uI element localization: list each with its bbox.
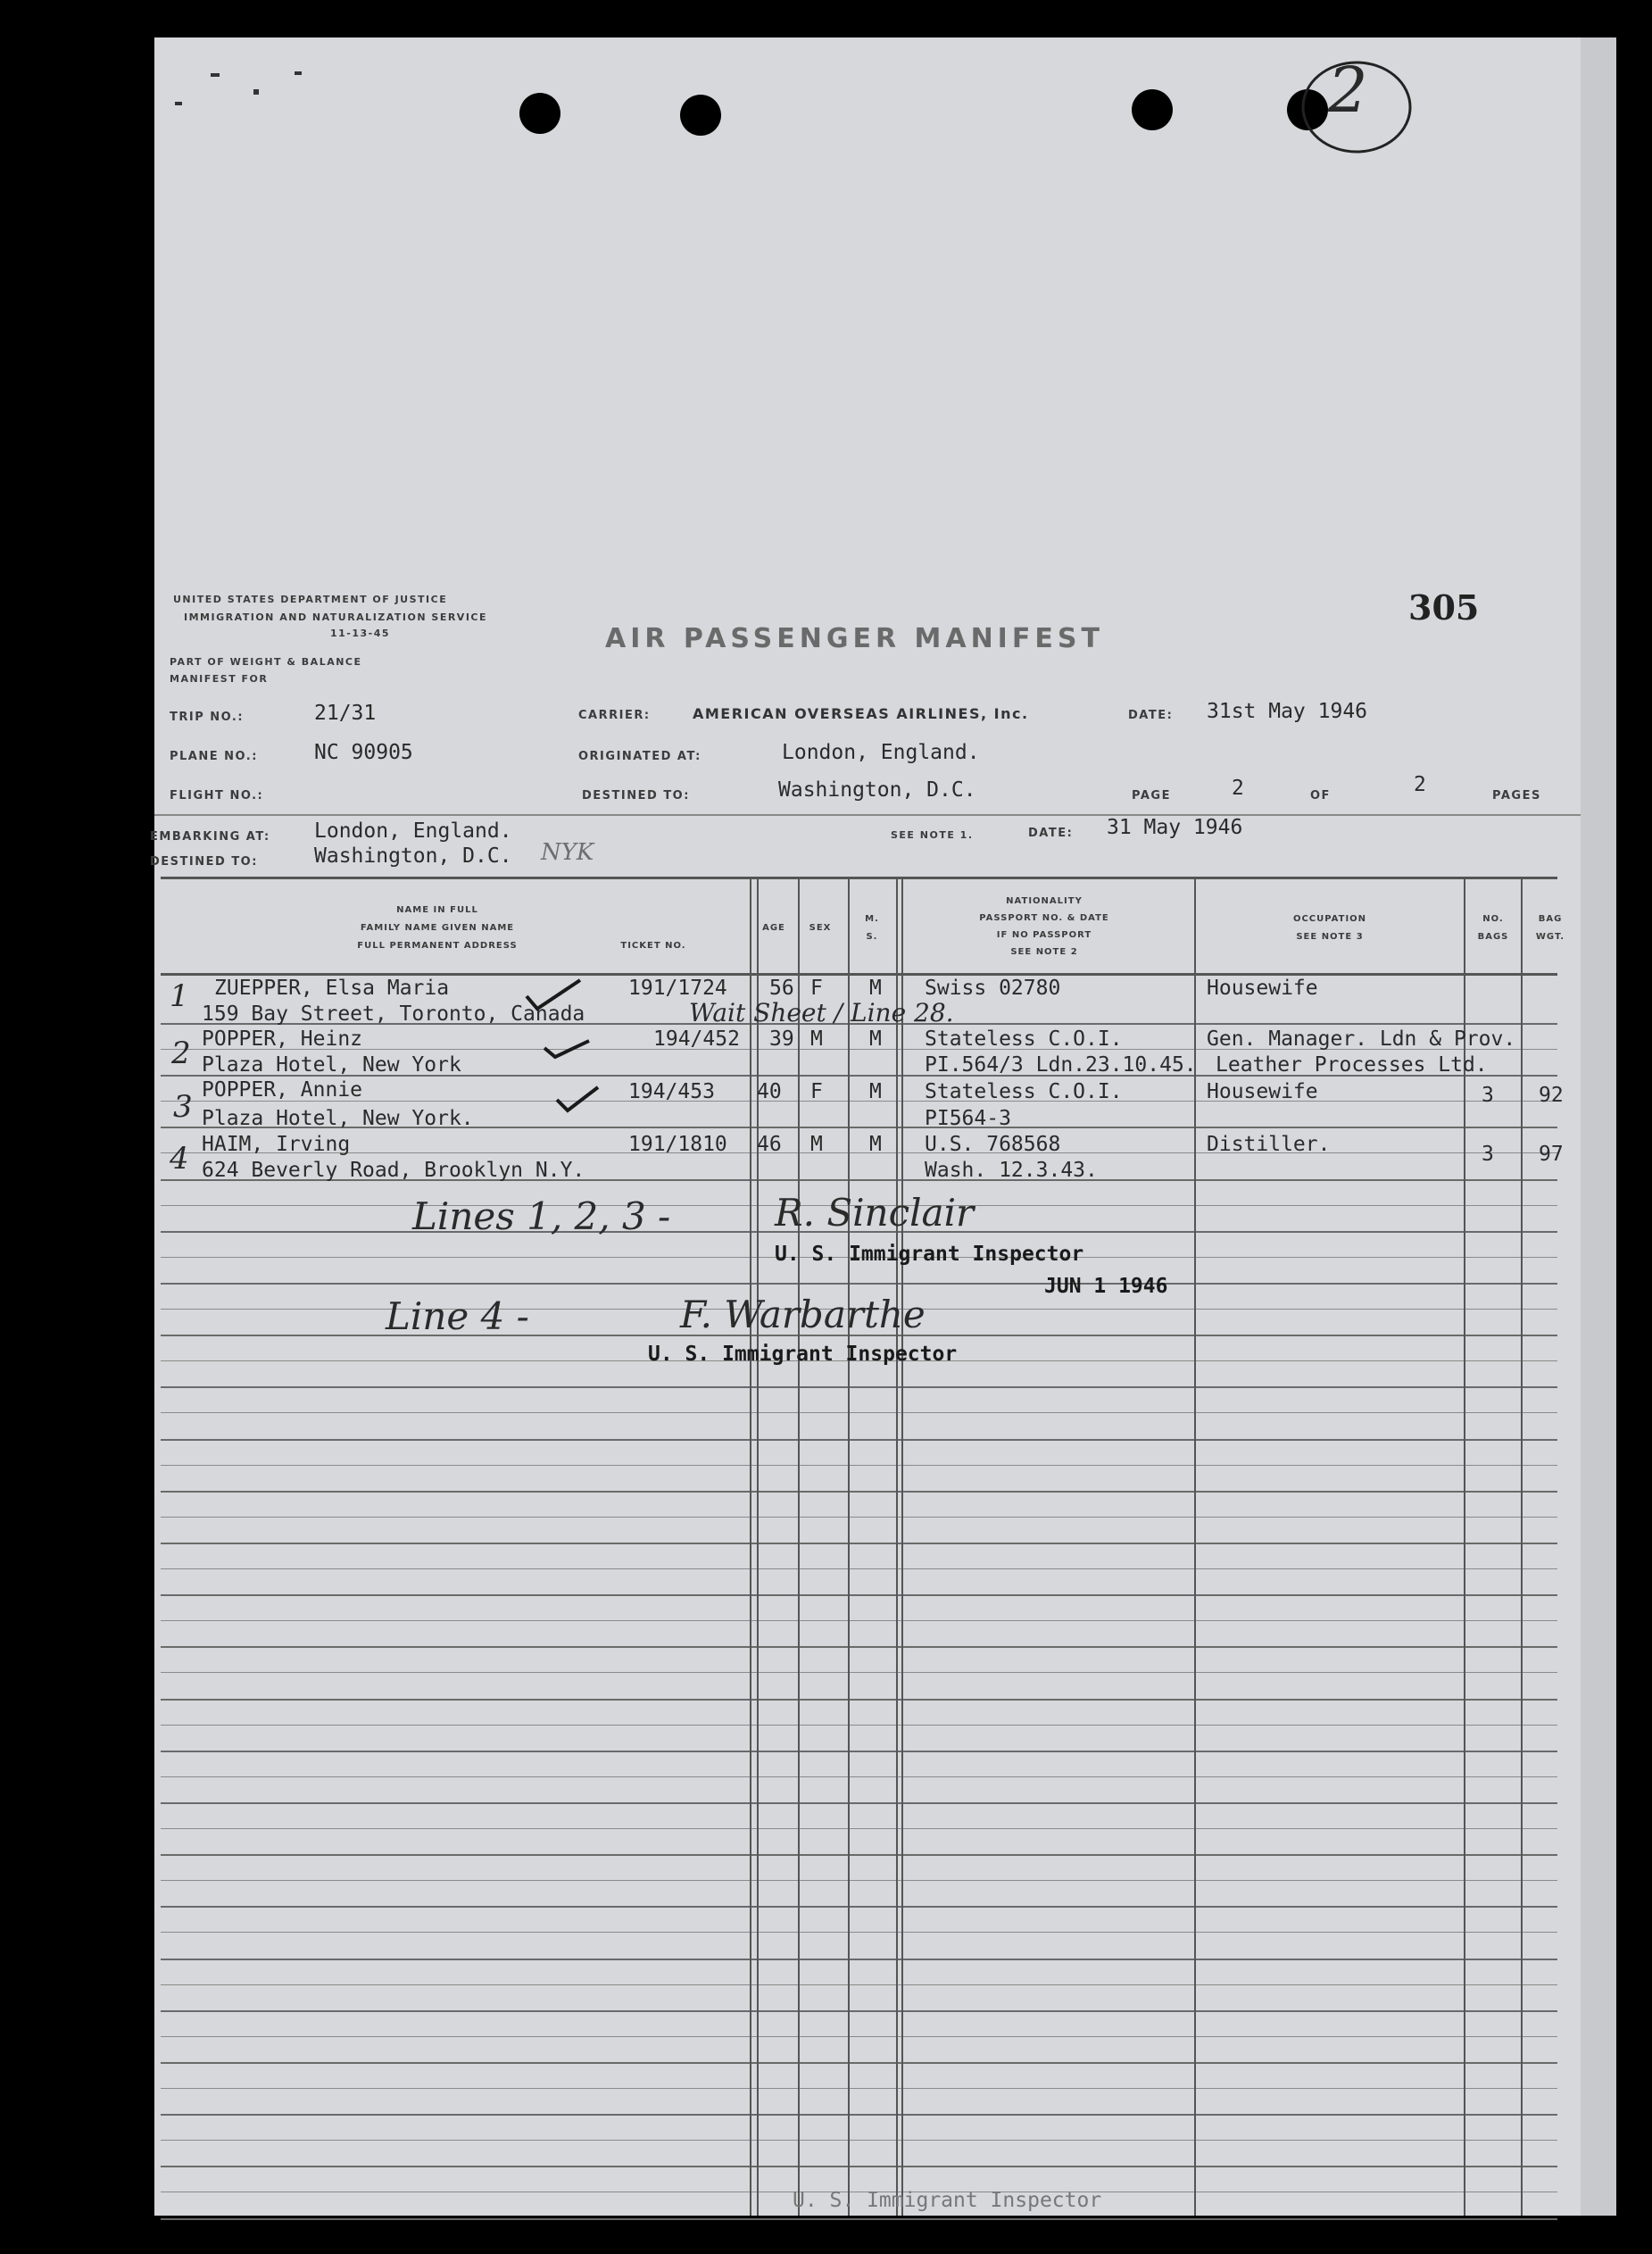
see-note-date-value: 31 May 1946 [1107,816,1243,839]
originated-label: ORIGINATED AT: [578,750,701,763]
passport-details: PI564-3 [925,1107,1011,1130]
col-ticket-header: TICKET NO. [620,941,686,951]
row-rule [161,2010,1557,2012]
date-value: 31st May 1946 [1207,700,1368,723]
passport-details: Wash. 12.3.43. [925,1159,1098,1182]
col-bags-header-1: NO. [1482,914,1504,924]
speck [253,89,259,95]
column-rule [896,877,898,2216]
occupation: Gen. Manager. Ldn & Prov. [1207,1027,1516,1051]
marital-status: M [869,977,882,1000]
sex: F [810,1080,823,1103]
plane-value: NC 90905 [314,741,413,764]
embarking-value: London, England. [314,819,512,843]
part-of-line-1: PART OF WEIGHT & BALANCE [170,656,362,668]
destined-to-label: DESTINED TO: [150,855,258,869]
destined-to-value: Washington, D.C. [314,844,512,868]
inspector-stamp-2: U. S. Immigrant Inspector [648,1343,958,1366]
row-rule [161,1283,1557,1285]
nationality: Stateless C.O.I. [925,1027,1123,1051]
plane-label: PLANE NO.: [170,750,258,763]
speck [175,102,182,105]
row-rule [161,1959,1557,1960]
col-name-header-1: NAME IN FULL [396,905,478,915]
row-rule [161,1932,1557,1933]
row-rule [161,1854,1557,1856]
check-marks [518,964,660,1196]
nationality: Stateless C.O.I. [925,1080,1123,1103]
col-occ-header-1: OCCUPATION [1292,914,1367,924]
destined-value: Washington, D.C. [778,778,976,802]
inspection-date-stamp: JUN 1 1946 [1044,1275,1168,1298]
row-rule [161,1984,1557,1985]
row-rule [161,2036,1557,2037]
marital-status: M [869,1027,882,1051]
row-rule [161,1672,1557,1673]
col-bags-header-2: BAGS [1477,932,1509,942]
column-rule [757,877,759,2216]
inspector-stamp-1: U. S. Immigrant Inspector [775,1243,1084,1266]
bag-count: 3 [1482,1143,1494,1166]
col-ms-header-2: S. [866,932,878,942]
trip-label: TRIP NO.: [170,711,245,724]
inspector-signature-1: R. Sinclair [775,1191,975,1235]
column-rule [1194,877,1196,2216]
occupation: Distiller. [1207,1133,1331,1156]
speck [211,73,220,77]
row-rule [161,1439,1557,1441]
punch-hole [519,93,560,134]
bag-weight: 97 [1539,1143,1564,1166]
row-rule [161,1699,1557,1701]
occupation: Housewife [1207,977,1318,1000]
sex: F [810,977,823,1000]
row-rule [161,1880,1557,1881]
occupation: Housewife [1207,1080,1318,1103]
handwritten-line-4: Line 4 - [386,1294,529,1338]
passenger-name: POPPER, Heinz [202,1027,363,1051]
agency-line-1: UNITED STATES DEPARTMENT OF JUSTICE [173,594,448,605]
age: 40 [757,1080,782,1103]
col-ms-header-1: M. [865,914,879,924]
col-wgt-header-2: WGT. [1535,932,1565,942]
passenger-name: HAIM, Irving [202,1133,351,1156]
row-rule [161,1725,1557,1726]
carrier-value: AMERICAN OVERSEAS AIRLINES, Inc. [693,705,1029,722]
col-age-header: AGE [762,923,785,933]
page-edge [1581,37,1616,2216]
bag-count: 3 [1482,1084,1494,1107]
embarking-label: EMBARKING AT: [150,830,270,844]
occupation-detail: Leather Processes Ltd. [1216,1053,1488,1077]
marital-status: M [869,1133,882,1156]
line-number: 2 [171,1036,191,1071]
row-rule [161,1568,1557,1569]
ticket-number: 191/1724 [628,977,727,1000]
col-nat-header-3: IF NO PASSPORT [996,930,1092,940]
nationality: Swiss 02780 [925,977,1061,1000]
ticket-number: 191/1810 [628,1133,727,1156]
originated-value: London, England. [782,741,980,764]
flight-label: FLIGHT NO.: [170,789,264,803]
col-wgt-header-1: BAG [1538,914,1563,924]
row-rule [161,1594,1557,1596]
agency-line-2: IMMIGRATION AND NATURALIZATION SERVICE [184,611,488,623]
row-rule [161,1646,1557,1648]
handwritten-lines-1-2-3: Lines 1, 2, 3 - [412,1194,671,1238]
form-date: 11-13-45 [330,628,391,639]
row-rule [161,2114,1557,2116]
ticket-number: 194/453 [628,1080,715,1103]
carrier-label: CARRIER: [578,709,651,722]
speck [295,71,302,75]
passenger-address: Plaza Hotel, New York. [202,1107,474,1130]
inspector-signature-2: F. Warbarthe [680,1293,926,1336]
row-rule [161,1543,1557,1544]
line-number: 4 [170,1141,189,1177]
page-value: 2 [1232,777,1244,800]
marital-status: M [869,1080,882,1103]
header-rule [154,814,1581,816]
row-rule [161,1517,1557,1518]
passenger-name: ZUEPPER, Elsa Maria [214,977,450,1000]
row-rule [161,2088,1557,2089]
nationality: U.S. 768568 [925,1133,1061,1156]
passenger-address: 624 Beverly Road, Brooklyn N.Y. [202,1159,585,1182]
trip-value: 21/31 [314,702,377,725]
age: 39 [769,1027,794,1051]
row-rule [161,2218,1557,2220]
stamp-number: 305 [1408,587,1480,628]
line-number: 3 [173,1089,193,1125]
row-rule [161,1776,1557,1777]
row-rule [161,2140,1557,2141]
col-nat-header-1: NATIONALITY [1006,896,1083,906]
passenger-name: POPPER, Annie [202,1078,363,1102]
destined-label: DESTINED TO: [582,789,690,803]
row-rule [161,2166,1557,2167]
column-rule [1464,877,1465,2216]
page-label: PAGE [1132,789,1171,803]
sex: M [810,1027,823,1051]
page-of-label: OF [1310,789,1331,803]
see-note-date-label: DATE: [1028,827,1074,840]
age: 46 [757,1133,782,1156]
pages-label: PAGES [1492,789,1541,803]
sex: M [810,1133,823,1156]
passport-details: PI.564/3 Ldn.23.10.45. [925,1053,1197,1077]
row-rule [161,1828,1557,1829]
faint-inspector-stamp: U. S. Immigrant Inspector [793,2189,1102,2212]
col-occ-header-2: SEE NOTE 3 [1296,932,1364,942]
age: 56 [769,977,794,1000]
bag-weight: 92 [1539,1084,1564,1107]
row-rule [161,1465,1557,1466]
handwritten-annotation: Wait Sheet / Line 28. [689,998,954,1027]
col-name-header-3: FULL PERMANENT ADDRESS [357,941,518,951]
passenger-address: 159 Bay Street, Toronto, Canada [202,1002,585,1026]
table-top-rule [161,877,1557,879]
column-rule [901,877,903,2216]
row-rule [161,1491,1557,1493]
date-label: DATE: [1128,709,1174,722]
passenger-address: Plaza Hotel, New York [202,1053,461,1077]
circled-page-number-text: 2 [1328,54,1368,127]
destined-to-note: NYK [541,839,594,866]
page-title: AIR PASSENGER MANIFEST [605,623,1104,654]
row-rule [161,1802,1557,1804]
row-rule [161,1751,1557,1752]
see-note-label: SEE NOTE 1. [891,829,974,841]
row-rule [161,1620,1557,1621]
punch-hole [680,95,721,136]
column-rule [848,877,850,2216]
col-sex-header: SEX [809,923,832,933]
ticket-number: 194/452 [653,1027,740,1051]
row-rule [161,1152,1557,1153]
line-number: 1 [170,978,189,1014]
column-rule [750,877,751,2216]
page-of-value: 2 [1414,773,1426,796]
col-nat-header-4: SEE NOTE 2 [1010,947,1078,957]
row-rule [161,1906,1557,1908]
row-rule [161,2062,1557,2064]
col-nat-header-2: PASSPORT NO. & DATE [979,913,1109,923]
col-name-header-2: FAMILY NAME GIVEN NAME [360,923,515,933]
punch-hole [1132,89,1173,130]
row-rule [161,1101,1557,1102]
column-rule [798,877,800,2216]
column-rule [1521,877,1523,2216]
row-rule [161,1412,1557,1413]
row-rule [161,1386,1557,1388]
table-header-rule [161,973,1557,976]
part-of-line-2: MANIFEST FOR [170,673,269,685]
